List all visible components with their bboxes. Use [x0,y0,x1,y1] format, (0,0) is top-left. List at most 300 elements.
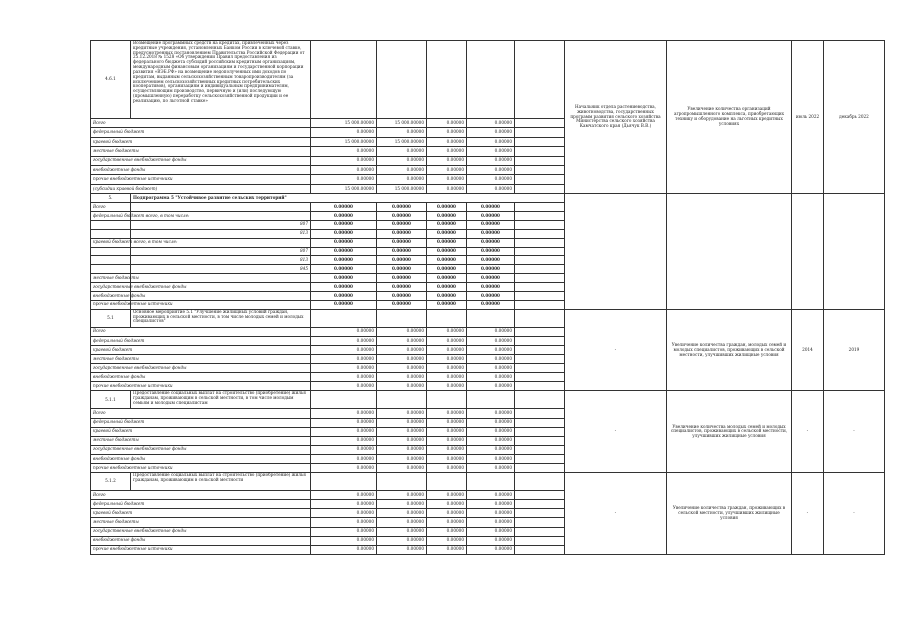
empty-cell [427,309,467,327]
amount-cell: 0.00000 [377,536,427,545]
amount-cell: 0.00000 [311,545,377,554]
amount-cell: 0.00000 [467,220,515,229]
funding-source-label: краевой бюджет всего, в том числе: [91,238,131,247]
amount-cell: 0.00000 [377,265,427,274]
amount-cell: 0.00000 [427,274,467,283]
amount-cell: 0.00000 [377,346,427,355]
amount-cell: 0.00000 [467,327,515,336]
empty-cell [515,300,565,309]
item-number: 5. [91,194,131,203]
amount-cell: 0.00000 [311,527,377,536]
funding-source-label: федеральный бюджет [91,336,311,345]
empty-cell [377,473,427,491]
amount-cell: 15 000.00000 [311,137,377,146]
funding-source-label: федеральный бюджет [91,500,311,509]
amount-cell: 0.00000 [311,156,377,165]
funding-source-label: федеральный бюджет [91,128,311,137]
end-date: декабрь 2022 [824,41,885,194]
empty-cell [515,175,565,184]
empty-cell [427,391,467,409]
subprogram-title: Подпрограмма 5 "Устойчивое развитие сельских территорий" [131,194,565,203]
amount-cell: 0.00000 [377,454,427,463]
amount-cell: 0.00000 [311,336,377,345]
amount-cell: 0.00000 [311,128,377,137]
amount-cell: 0.00000 [427,147,467,156]
amount-cell: 0.00000 [427,336,467,345]
amount-cell: 0.00000 [377,256,427,265]
amount-cell: 0.00000 [311,509,377,518]
funding-source-label: краевой бюджет [91,427,311,436]
amount-cell: 0.00000 [467,364,515,373]
funding-source-label: прочие внебюджетные источники [91,175,311,184]
budget-code: 845 [131,265,311,274]
empty-cell [311,473,377,491]
amount-cell: 0.00000 [467,445,515,454]
empty-cell [311,309,377,327]
amount-cell: 0.00000 [427,436,467,445]
empty-cell [467,391,515,409]
item-number: 5.1 [91,309,131,327]
amount-cell: 0.00000 [311,274,377,283]
empty-cell [515,473,565,491]
budget-code: 813 [131,229,311,238]
funding-source-label: Всего [91,327,311,336]
amount-cell: 0.00000 [467,346,515,355]
amount-cell: 0.00000 [467,418,515,427]
funding-source-label: прочие внебюджетные источники [91,382,311,391]
result-cell: Увеличение количества граждан, проживающих в сельской местности, улучшивших жилищные условия [667,473,792,555]
amount-cell: 0.00000 [311,283,377,292]
amount-cell: 15 000.00000 [377,119,427,128]
funding-source-label: государственные внебюджетные фонды [91,364,311,373]
empty-cell [792,194,824,310]
amount-cell: 0.00000 [427,373,467,382]
funding-source-label: местные бюджеты [91,274,131,283]
amount-cell: 0.00000 [311,445,377,454]
amount-cell: 0.00000 [311,220,377,229]
funding-source-label: внебюджетные фонды [91,536,311,545]
amount-cell: 0.00000 [427,500,467,509]
item-number: 5.1.2 [91,473,131,491]
section-header-row [91,473,885,491]
budget-code: 807 [131,220,311,229]
amount-cell: 0.00000 [467,409,515,418]
amount-cell: 0.00000 [427,238,467,247]
amount-cell: 0.00000 [427,545,467,554]
empty-cell [311,391,377,409]
amount-cell: 0.00000 [467,509,515,518]
start-date: - [792,473,824,555]
program-table [90,40,885,555]
funding-source-label: государственные внебюджетные фонды [91,445,311,454]
amount-cell: 0.00000 [377,147,427,156]
amount-cell: 0.00000 [311,454,377,463]
item-description: Возмещение программных средств на кредитах, привлеченных через кредитные учреждения, установленных Банком России в ключевой ставке, предусмотренных постановлением Правительства Российской Федерации от 25.12.2018 № 1528 «Об утверждении Правил предоставления из федерального бюджета субсидий российским кредитным организациям, международным финансовым организациям и государственной корпорации развития «ВЭБ.РФ» на возмещение недополученных ими доходов по кредитам, выданным сельскохозяйственным товаропроизводителям (за исключением сельскохозяйственных кредитных потребительских кооперативов), организациям и индивидуальным предпринимателям, осуществляющим производство, первичную и (или) последующую (промышленную) переработку сельскохозяйственной продукции и ее реализацию, по льготной ставке» [131,41,311,119]
empty-cell [515,247,565,256]
budget-code: 807 [131,247,311,256]
amount-cell: 0.00000 [427,128,467,137]
empty-cell [515,212,565,221]
empty-cell [515,309,565,327]
amount-cell: 0.00000 [377,156,427,165]
funding-source-label: федеральный бюджет [91,418,311,427]
empty-cell [515,427,565,436]
amount-cell: 0.00000 [377,436,427,445]
amount-cell: 0.00000 [467,156,515,165]
funding-source-label: Всего [91,119,311,128]
end-date: - [824,473,885,555]
amount-cell: 0.00000 [427,491,467,500]
amount-cell: 0.00000 [427,175,467,184]
funding-source-label: внебюджетные фонды [91,292,131,301]
empty-cell [515,220,565,229]
amount-cell: 0.00000 [377,212,427,221]
section-header-row [91,41,885,119]
amount-cell: 0.00000 [377,464,427,473]
amount-cell: 0.00000 [377,238,427,247]
amount-cell: 0.00000 [467,336,515,345]
amount-cell: 0.00000 [427,536,467,545]
amount-cell: 0.00000 [427,203,467,212]
funding-source-label: внебюджетные фонды [91,373,311,382]
amount-cell: 0.00000 [467,137,515,146]
amount-cell: 0.00000 [311,203,377,212]
amount-cell: 0.00000 [427,220,467,229]
amount-cell: 0.00000 [427,346,467,355]
amount-cell: 0.00000 [467,491,515,500]
funding-source-label: местные бюджеты [91,436,311,445]
section-header-row [91,309,885,327]
amount-cell: 0.00000 [377,418,427,427]
funding-source-label: местные бюджеты [91,518,311,527]
amount-cell: 0.00000 [467,382,515,391]
empty-cell [667,194,792,310]
budget-code: 813 [131,256,311,265]
amount-cell: 0.00000 [427,445,467,454]
amount-cell: 0.00000 [427,327,467,336]
amount-cell: 0.00000 [377,292,427,301]
amount-cell: 0.00000 [427,418,467,427]
empty-cell [515,518,565,527]
amount-cell: 0.00000 [467,203,515,212]
amount-cell: 0.00000 [311,265,377,274]
amount-cell: 0.00000 [467,212,515,221]
empty-cell [515,536,565,545]
amount-cell: 0.00000 [311,300,377,309]
amount-cell: 0.00000 [467,454,515,463]
empty-cell [515,292,565,301]
subprogram-header-row [91,194,885,203]
empty-cell [311,41,377,119]
amount-cell: 0.00000 [311,165,377,174]
empty-cell [515,184,565,193]
amount-cell: 0.00000 [311,491,377,500]
amount-cell: 0.00000 [311,382,377,391]
amount-cell: 0.00000 [311,364,377,373]
amount-cell: 0.00000 [467,247,515,256]
section-header-row [91,391,885,409]
end-date: 2019 [824,309,885,391]
empty-cell [515,41,565,119]
empty-cell [515,229,565,238]
funding-source-label: (субсидии краевой бюджет) [91,184,311,193]
amount-cell: 15 000.00000 [311,184,377,193]
amount-cell: 0.00000 [311,355,377,364]
amount-cell: 0.00000 [377,491,427,500]
funding-source-label: государственные внебюджетные фонды [91,156,311,165]
amount-cell: 0.00000 [427,283,467,292]
funding-source-label [91,229,131,238]
start-date: июль 2022 [792,41,824,194]
empty-cell [515,238,565,247]
budget-code [131,274,311,283]
empty-cell [515,382,565,391]
budget-code [131,292,311,301]
empty-cell [824,194,885,310]
amount-cell: 0.00000 [377,500,427,509]
amount-cell: 0.00000 [467,436,515,445]
empty-cell [515,336,565,345]
item-description: Предоставление социальных выплат на строительство (приобретение) жилья гражданам, проживающим в сельской местности [131,473,311,491]
amount-cell: 0.00000 [427,364,467,373]
amount-cell: 0.00000 [467,265,515,274]
amount-cell: 0.00000 [377,220,427,229]
amount-cell: 0.00000 [311,292,377,301]
amount-cell: 15 000.00000 [377,184,427,193]
empty-cell [515,156,565,165]
funding-source-label: федеральный бюджет всего, в том числе: [91,212,131,221]
empty-cell [467,473,515,491]
amount-cell: 0.00000 [467,147,515,156]
amount-cell: 0.00000 [467,128,515,137]
amount-cell: 0.00000 [377,229,427,238]
amount-cell: 0.00000 [311,247,377,256]
funding-source-label: Всего [91,409,311,418]
amount-cell: 0.00000 [311,464,377,473]
empty-cell [515,283,565,292]
amount-cell: 0.00000 [467,283,515,292]
amount-cell: 0.00000 [427,464,467,473]
amount-cell: 0.00000 [311,229,377,238]
funding-source-label: местные бюджеты [91,147,311,156]
amount-cell: 0.00000 [311,418,377,427]
amount-cell: 0.00000 [377,327,427,336]
amount-cell: 0.00000 [467,184,515,193]
start-date: 2014 [792,309,824,391]
amount-cell: 0.00000 [427,137,467,146]
amount-cell: 0.00000 [467,500,515,509]
amount-cell: 0.00000 [467,427,515,436]
amount-cell: 0.00000 [377,128,427,137]
amount-cell: 0.00000 [427,292,467,301]
item-description: Основное мероприятие 5.1 "Улучшение жилищных условий граждан, проживающих в сельской местности, в том числе молодых семей и молодых специалистов" [131,309,311,327]
amount-cell: 0.00000 [467,545,515,554]
funding-source-label: Всего [91,491,311,500]
amount-cell: 0.00000 [427,300,467,309]
amount-cell: 0.00000 [427,256,467,265]
amount-cell: 0.00000 [377,300,427,309]
amount-cell: 0.00000 [311,536,377,545]
empty-cell [515,500,565,509]
funding-source-label: местные бюджеты [91,355,311,364]
amount-cell: 0.00000 [377,382,427,391]
result-cell: Увеличение количества граждан, молодых семей и молодых специалистов, проживающих в сельской местности, улучшивших жилищные условия [667,309,792,391]
empty-cell [515,409,565,418]
empty-cell [515,119,565,128]
funding-source-label: краевой бюджет [91,137,311,146]
start-date: - [792,391,824,473]
item-number: 4.6.1 [91,41,131,119]
empty-cell [427,473,467,491]
amount-cell: 0.00000 [311,500,377,509]
executor-cell: - [565,473,667,555]
amount-cell: 0.00000 [467,518,515,527]
amount-cell: 0.00000 [467,464,515,473]
amount-cell: 0.00000 [467,536,515,545]
amount-cell: 0.00000 [467,373,515,382]
empty-cell [515,147,565,156]
funding-source-label [91,247,131,256]
amount-cell: 0.00000 [377,509,427,518]
empty-cell [377,41,427,119]
amount-cell: 0.00000 [377,247,427,256]
result-cell: Увеличение количества молодых семей и молодых специалистов, проживающих в сельской местности, улучшивших жилищные условия [667,391,792,473]
amount-cell: 0.00000 [427,119,467,128]
amount-cell: 0.00000 [377,445,427,454]
empty-cell [515,203,565,212]
amount-cell: 0.00000 [467,256,515,265]
empty-cell [515,491,565,500]
amount-cell: 0.00000 [311,373,377,382]
amount-cell: 0.00000 [467,527,515,536]
amount-cell: 0.00000 [427,165,467,174]
empty-cell [515,391,565,409]
amount-cell: 0.00000 [311,256,377,265]
amount-cell: 0.00000 [311,147,377,156]
amount-cell: 0.00000 [467,119,515,128]
amount-cell: 0.00000 [427,212,467,221]
amount-cell: 0.00000 [427,527,467,536]
empty-cell [515,527,565,536]
amount-cell: 0.00000 [311,212,377,221]
empty-cell [515,327,565,336]
amount-cell: 0.00000 [377,274,427,283]
amount-cell: 0.00000 [427,229,467,238]
funding-source-label: прочие внебюджетные источники [91,464,311,473]
amount-cell: 0.00000 [427,247,467,256]
amount-cell: 0.00000 [377,175,427,184]
amount-cell: 0.00000 [311,427,377,436]
amount-cell: 0.00000 [427,355,467,364]
amount-cell: 0.00000 [427,518,467,527]
empty-cell [515,418,565,427]
amount-cell: 0.00000 [467,355,515,364]
amount-cell: 0.00000 [311,346,377,355]
amount-cell: 0.00000 [427,509,467,518]
empty-cell [515,373,565,382]
empty-cell [515,445,565,454]
empty-cell [515,128,565,137]
amount-cell: 0.00000 [377,283,427,292]
executor-cell: Начальник отдела растениеводства, животноводства, государственных программ развития сельского хозяйства Министерства сельского хозяйства Камчатского края (Дьячук В.В.) [565,41,667,194]
amount-cell: 15 000.00000 [377,137,427,146]
empty-cell [467,41,515,119]
funding-source-label: государственные внебюджетные фонды [91,283,131,292]
amount-cell: 0.00000 [311,409,377,418]
funding-source-label: Всего [91,203,131,212]
funding-source-label: государственные внебюджетные фонды [91,527,311,536]
amount-cell: 0.00000 [427,454,467,463]
funding-source-label [91,256,131,265]
empty-cell [515,265,565,274]
amount-cell: 0.00000 [467,229,515,238]
empty-cell [565,194,667,310]
empty-cell [515,355,565,364]
funding-source-label: прочие внебюджетные источники [91,545,311,554]
amount-cell: 0.00000 [377,527,427,536]
funding-source-label: краевой бюджет [91,346,311,355]
item-number: 5.1.1 [91,391,131,409]
executor-cell: - [565,391,667,473]
funding-source-label [91,265,131,274]
item-description: Предоставление социальных выплат на строительство (приобретение) жилья гражданам, проживающим в сельской местности, в том числе молодым семьям и молодым специалистам [131,391,311,409]
amount-cell: 0.00000 [377,165,427,174]
amount-cell: 0.00000 [427,427,467,436]
amount-cell: 0.00000 [311,327,377,336]
amount-cell: 0.00000 [377,336,427,345]
amount-cell: 0.00000 [377,355,427,364]
amount-cell: 0.00000 [377,427,427,436]
empty-cell [515,137,565,146]
amount-cell: 0.00000 [377,518,427,527]
empty-cell [515,364,565,373]
amount-cell: 0.00000 [377,203,427,212]
amount-cell: 0.00000 [427,184,467,193]
empty-cell [515,454,565,463]
amount-cell: 0.00000 [467,175,515,184]
empty-cell [515,274,565,283]
empty-cell [515,509,565,518]
empty-cell [467,309,515,327]
funding-source-label [91,220,131,229]
executor-cell: - [565,309,667,391]
empty-cell [515,346,565,355]
empty-cell [515,165,565,174]
empty-cell [515,545,565,554]
funding-source-label: прочие внебюджетные источники [91,300,131,309]
empty-cell [515,464,565,473]
empty-cell [377,309,427,327]
amount-cell: 0.00000 [377,364,427,373]
empty-cell [515,256,565,265]
amount-cell: 0.00000 [427,156,467,165]
amount-cell: 0.00000 [467,238,515,247]
budget-code [131,203,311,212]
amount-cell: 0.00000 [311,518,377,527]
end-date: - [824,391,885,473]
funding-source-label: внебюджетные фонды [91,454,311,463]
empty-cell [427,41,467,119]
amount-cell: 0.00000 [311,436,377,445]
funding-source-label: внебюджетные фонды [91,165,311,174]
amount-cell: 0.00000 [377,409,427,418]
amount-cell: 0.00000 [427,265,467,274]
amount-cell: 0.00000 [467,292,515,301]
amount-cell: 15 000.00000 [311,119,377,128]
empty-cell [377,391,427,409]
result-cell: Увеличение количества организаций агропромышленного комплекса, приобретающих технику и оборудование на льготных кредитных условиях [667,41,792,194]
amount-cell: 0.00000 [377,373,427,382]
